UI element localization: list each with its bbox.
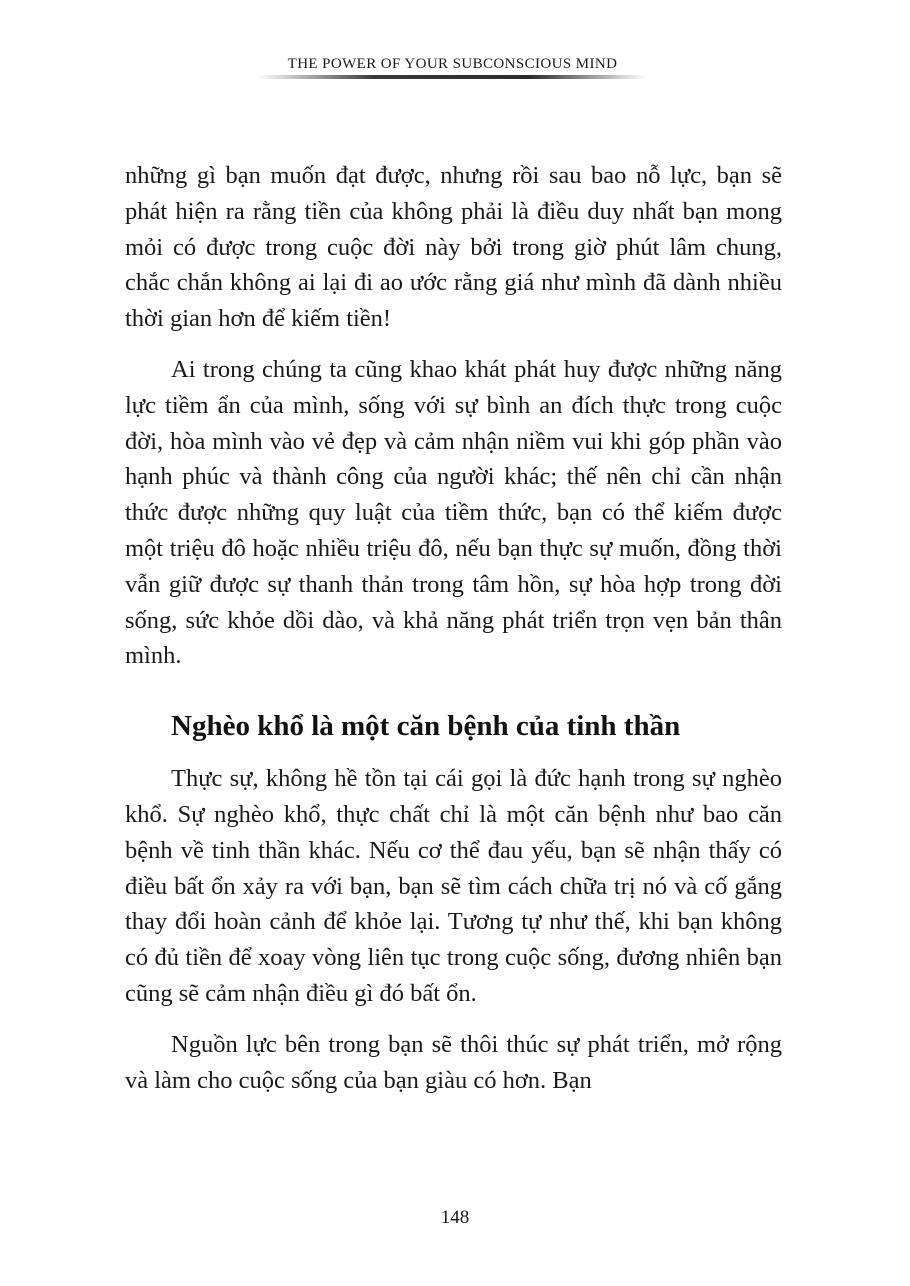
paragraph-4: Nguồn lực bên trong bạn sẽ thôi thúc sự phát triển, mở rộng và làm cho cuộc sống của bạn giàu có hơn. Bạn — [125, 1030, 782, 1094]
header-rule — [258, 75, 646, 79]
section-heading: Nghèo khổ là một căn bệnh của tinh thần — [171, 710, 681, 743]
paragraph-3: Thực sự, không hề tồn tại cái gọi là đức hạnh trong sự nghèo khổ. Sự nghèo khổ, thực chất chỉ là một căn bệnh như bao căn bệnh về tinh thần khác. Nếu cơ thể đau yếu, bạn sẽ nhận thấy có điều bất ổn xảy ra với bạn, bạn sẽ tìm cách chữa trị nó và cố gắng thay đổi hoàn cảnh để khỏe lại. Tương tự như thế, khi bạn không có đủ tiền để xoay vòng liên tục trong cuộc sống, đương nhiên bạn cũng sẽ cảm nhận điều gì đó bất ổn. — [125, 765, 782, 1007]
body-text — [125, 158, 782, 1098]
page-number: 148 — [440, 1207, 470, 1228]
paragraph-2: Ai trong chúng ta cũng khao khát phát huy được những năng lực tiềm ẩn của mình, sống với sự bình an đích thực trong cuộc đời, hòa mình vào vẻ đẹp và cảm nhận niềm vui khi góp phần vào hạnh phúc và thành công của người khác; thế nên chỉ cần nhận thức được những quy luật của tiềm thức, bạn có thể kiếm được một triệu đô hoặc nhiều triệu đô, nếu bạn thực sự muốn, đồng thời vẫn giữ được sự thanh thản trong tâm hồn, sự hòa hợp trong đời sống, sức khỏe dồi dào, và khả năng phát triển trọn vẹn bản thân mình. — [125, 355, 782, 670]
running-header-title: THE POWER OF YOUR SUBCONSCIOUS MIND — [287, 56, 618, 72]
paragraph-1: những gì bạn muốn đạt được, nhưng rồi sau bao nỗ lực, bạn sẽ phát hiện ra rằng tiền của không phải là điều duy nhất bạn mong mỏi có được trong cuộc đời này bởi trong giờ phút lâm chung, chắc chắn không ai lại đi ao ước rằng giá như mình đã dành nhiều thời gian hơn để kiếm tiền! — [125, 162, 782, 333]
